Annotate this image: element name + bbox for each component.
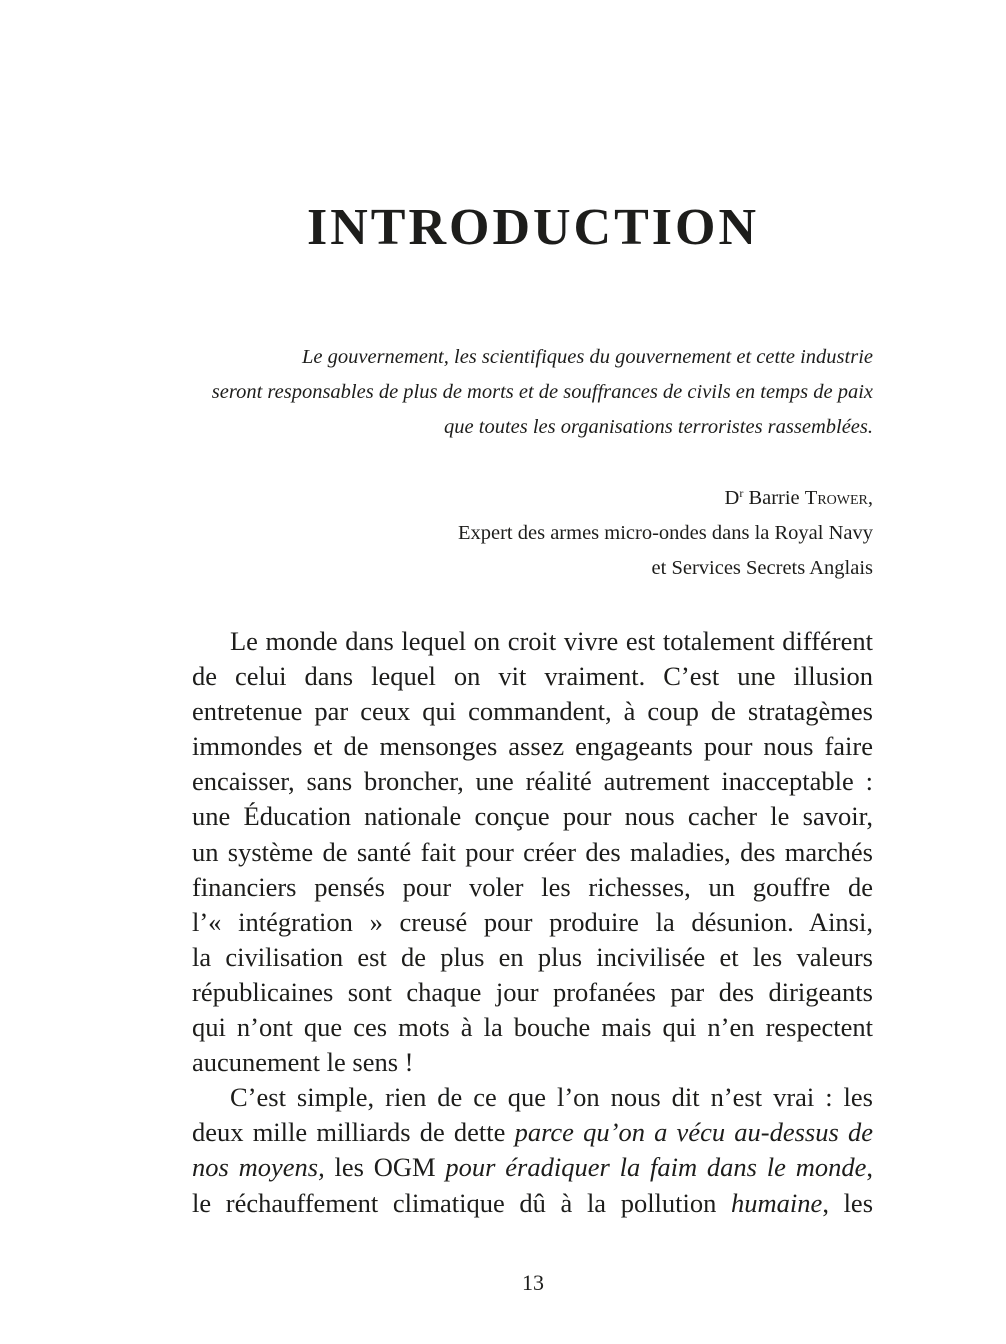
author-title-superscript: r bbox=[739, 486, 744, 500]
emphasis-text: pour éradiquer la faim dans le monde bbox=[445, 1152, 867, 1183]
paragraph-line: un système de santé fait pour créer des maladies, des marchés bbox=[192, 836, 873, 867]
paragraph-line: l’« intégration » creusé pour produire la désunion. Ainsi, bbox=[192, 906, 873, 937]
attribution-role: Expert des armes micro-ondes dans la Royal Navy bbox=[457, 522, 873, 544]
paragraph-line: Le monde dans lequel on croit vivre est totalement différent bbox=[230, 626, 873, 656]
paragraph-line: républicaines sont chaque jour profanées par des dirigeants bbox=[192, 976, 873, 1007]
emphasis-text: parce qu’on a vécu au-dessus de bbox=[514, 1117, 873, 1148]
paragraph-line: de celui dans lequel on vit vraiment. C’est une illusion bbox=[192, 661, 873, 692]
attribution-organization: et Services Secrets Anglais bbox=[651, 557, 873, 579]
paragraph-line bbox=[192, 1186, 873, 1221]
emphasis-text: humaine bbox=[731, 1187, 823, 1218]
paragraph-line: qui n’ont que ces mots à la bouche mais qui n’en respectent bbox=[192, 1012, 873, 1043]
epigraph-line: que toutes les organisations terroristes rassemblées. bbox=[444, 416, 873, 438]
emphasis-text: nos moyens, bbox=[192, 1152, 325, 1183]
body-text bbox=[192, 624, 873, 1221]
epigraph-line: seront responsables de plus de morts et de souffrances de civils en temps de paix bbox=[211, 381, 873, 403]
paragraph-line: aucunement le sens ! bbox=[192, 1047, 414, 1078]
text-run: les OGM bbox=[324, 1152, 446, 1183]
text-run: le réchauffement climatique dû à la pollution bbox=[192, 1187, 732, 1218]
paragraph-line: une Éducation nationale conçue pour nous cacher le savoir, bbox=[192, 801, 873, 832]
paragraph-line bbox=[192, 1150, 873, 1185]
text-run: , bbox=[866, 1152, 873, 1183]
text-run: deux mille milliards de dette bbox=[192, 1117, 515, 1148]
author-surname: Trower bbox=[804, 487, 868, 509]
page-number: 13 bbox=[522, 1270, 544, 1295]
author-first-name: Barrie bbox=[748, 487, 800, 509]
paragraph-line: immondes et de mensonges assez engageants pour nous faire bbox=[192, 731, 873, 762]
attribution-author: $D^r$ Barrie Trower, bbox=[724, 486, 873, 509]
paragraph-line: la civilisation est de plus en plus incivilisée et les valeurs bbox=[192, 941, 873, 972]
epigraph-attribution bbox=[153, 476, 873, 586]
chapter-title: INTRODUCTION bbox=[306, 199, 760, 256]
paragraph-line: entretenue par ceux qui commandent, à coup de stratagèmes bbox=[192, 696, 873, 727]
paragraph-line: encaisser, sans broncher, une réalité autrement inacceptable : bbox=[192, 766, 873, 797]
epigraph-line: Le gouvernement, les scientifiques du gouvernement et cette industrie bbox=[302, 346, 873, 368]
paragraph-line: C’est simple, rien de ce que l’on nous dit n’est vrai : les bbox=[230, 1082, 873, 1113]
epigraph-quote bbox=[153, 340, 873, 445]
author-title: D bbox=[724, 487, 740, 509]
paragraph-line bbox=[192, 1115, 873, 1150]
text-run: , les bbox=[822, 1187, 874, 1218]
paragraph-line: financiers pensés pour voler les richesses, un gouffre de bbox=[192, 871, 873, 902]
